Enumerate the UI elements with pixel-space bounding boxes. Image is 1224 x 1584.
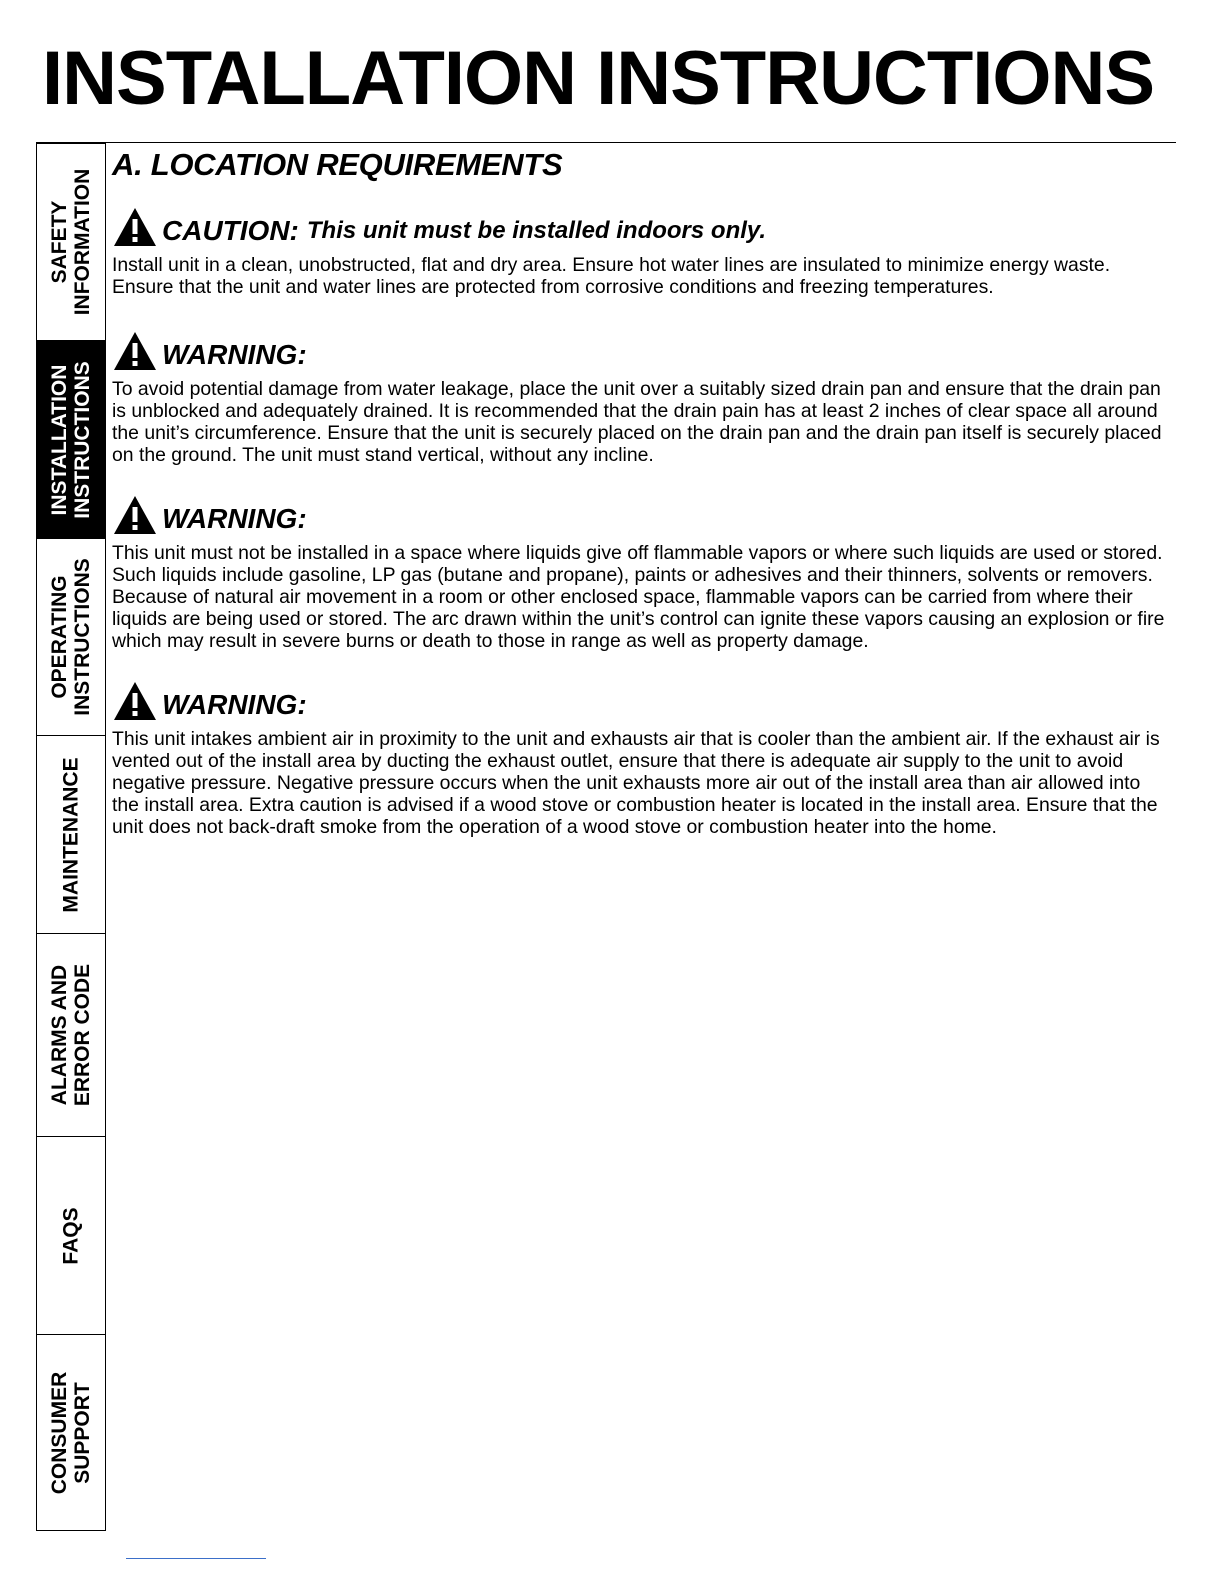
notice-header <box>112 330 1172 372</box>
tab-label: MAINTENANCE <box>59 756 83 913</box>
notice-header <box>112 494 1172 536</box>
footer-link-underline[interactable] <box>126 1558 266 1559</box>
notice-header <box>112 680 1172 722</box>
tab-label: SAFETY INFORMATION <box>48 168 94 316</box>
tab-safety-information[interactable] <box>37 144 105 341</box>
warning-notice <box>112 330 1172 466</box>
caution-notice <box>112 206 1172 298</box>
tab-label: FAQS <box>59 1206 83 1265</box>
warning-notice <box>112 680 1172 838</box>
notice-label: CAUTION: <box>162 215 299 246</box>
notice-subtitle: This unit must be installed indoors only. <box>306 217 767 244</box>
warning-triangle-icon <box>112 494 158 536</box>
warning-triangle-icon <box>112 680 158 722</box>
notice-label: WARNING: <box>162 339 307 370</box>
tab-label: CONSUMER SUPPORT <box>48 1371 94 1494</box>
title-divider <box>36 142 1176 143</box>
notice-text: To avoid potential damage from water leakage, place the unit over a suitably sized drain pan and ensure that the drain pan is unblocked and adequately drained. It is recommended that the drain pain has at least 2 inches of clear space all around the unit’s circumference. Ensure that the unit is securely placed on the drain pan and the drain pan itself is securely placed on the ground. The unit must stand vertical, without any incline. <box>112 378 1162 466</box>
tab-alarms-and-error-code[interactable] <box>37 934 105 1137</box>
section-tabs-sidebar <box>36 143 106 1531</box>
warning-triangle-icon <box>112 206 158 248</box>
notice-label: WARNING: <box>162 503 307 534</box>
notice-text: This unit intakes ambient air in proximity to the unit and exhausts air that is cooler than the ambient air. If the exhaust air is vented out of the install area by ducting the exhaust outlet, ensure that there is adequate air supply to the unit to avoid negative pressure. Negative pressure occurs when the unit exhausts more air out of the install area than air allowed into the install area. Extra caution is advised if a wood stove or combustion heater is located in the install area. Ensure that the unit does not back-draft smoke from the operation of a wood stove or combustion heater into the home. <box>112 728 1160 838</box>
notice-label: WARNING: <box>162 689 307 720</box>
warning-triangle-icon <box>112 330 158 372</box>
tab-faqs[interactable] <box>37 1137 105 1335</box>
notice-text: This unit must not be installed in a space where liquids give off flammable vapors or where such liquids are used or stored. Such liquids include gasoline, LP gas (butane and propane), paints or adhesives and their thinners, solvents or removers. Because of natural air movement in a room or other enclosed space, flammable vapors can be carried from where their liquids are being used or stored. The arc drawn within the unit’s control can ignite these vapors causing an explosion or fire which may result in severe burns or death to those in range as well as property damage. <box>112 542 1165 652</box>
tab-consumer-support[interactable] <box>37 1335 105 1530</box>
page-title: INSTALLATION INSTRUCTIONS <box>42 36 1155 121</box>
section-heading: A. LOCATION REQUIREMENTS <box>112 147 563 182</box>
tab-maintenance[interactable] <box>37 736 105 934</box>
notice-text: Install unit in a clean, unobstructed, flat and dry area. Ensure hot water lines are insulated to minimize energy waste. Ensure that the unit and water lines are protected from corrosive conditions and freezing temperatures. <box>112 254 1111 298</box>
tab-label: OPERATING INSTRUCTIONS <box>48 558 94 716</box>
main-content <box>112 146 1172 838</box>
tab-label: ALARMS AND ERROR CODE <box>48 963 94 1107</box>
tab-installation-instructions[interactable] <box>37 341 105 539</box>
tab-operating-instructions[interactable] <box>37 539 105 736</box>
notice-header <box>112 206 1172 248</box>
tab-label: INSTALLATION INSTRUCTIONS <box>48 360 94 519</box>
warning-notice <box>112 494 1172 652</box>
